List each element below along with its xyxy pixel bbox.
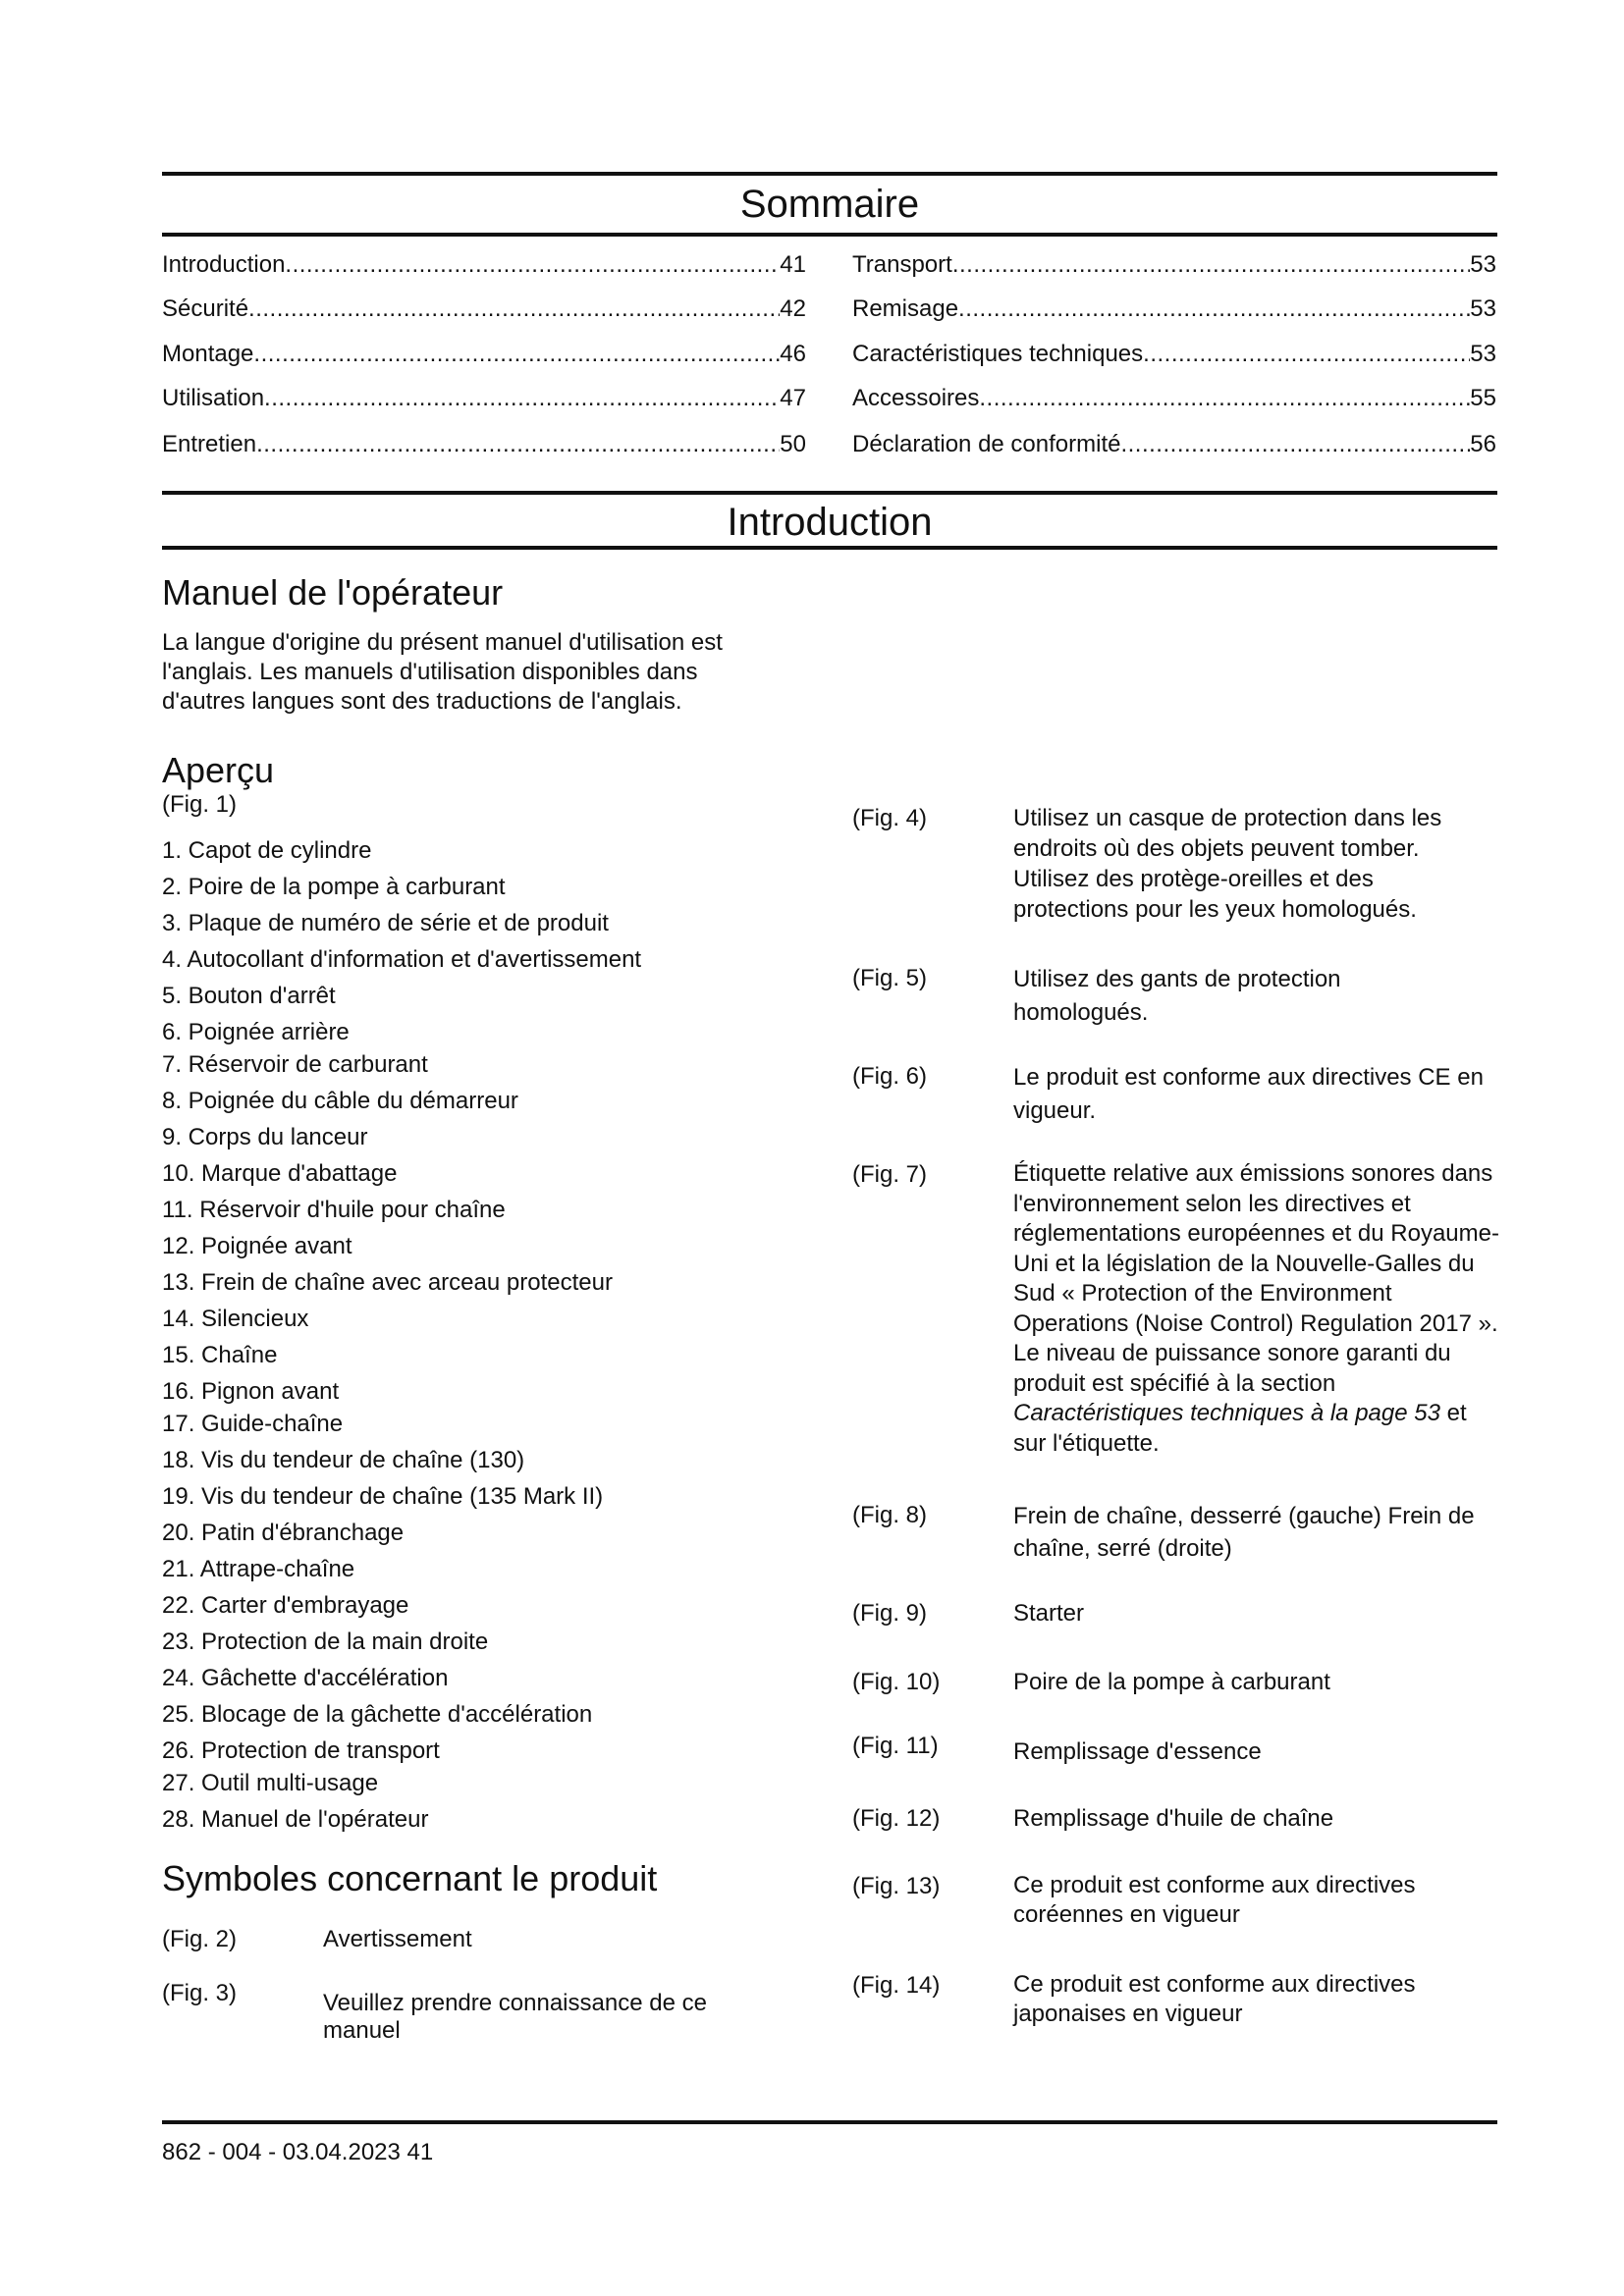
intro-title: Introduction — [727, 501, 933, 544]
fig-ref: (Fig. 3) — [162, 1980, 238, 2006]
fig-ref: (Fig. 13) — [852, 1873, 941, 1899]
list-item: 13. Frein de chaîne avec arceau protecteur — [162, 1269, 613, 1296]
fig-ref: (Fig. 5) — [852, 965, 928, 991]
list-item: 5. Bouton d'arrêt — [162, 983, 336, 1009]
toc-entry-remisage[interactable]: Remisage ..... 53 — [852, 294, 1496, 324]
toc-entry-utilisation[interactable]: Utilisation ..... 47 — [162, 384, 806, 413]
symbol-description: Utilisez un casque de protection dans les endroits où des objets peuvent tomber. Utilisez des protège-oreilles et des protections pour les yeux homologués. — [1013, 805, 1442, 923]
fig-ref: (Fig. 8) — [852, 1502, 928, 1528]
toc-entry-declaration[interactable]: Déclaration de conformité ..... 56 — [852, 430, 1496, 459]
overview-heading: Aperçu — [162, 750, 275, 790]
list-item: 28. Manuel de l'opérateur — [162, 1806, 429, 1833]
list-item: 21. Attrape-chaîne — [162, 1556, 355, 1582]
page-footer — [162, 2138, 433, 2167]
symbol-description: Ce produit est conforme aux directives japonaises en vigueur — [1013, 1971, 1416, 2027]
list-item: 2. Poire de la pompe à carburant — [162, 874, 506, 900]
symbol-description: Ce produit est conforme aux directives coréennes en vigueur — [1013, 1872, 1416, 1928]
symbol-description: Remplissage d'essence — [1013, 1738, 1262, 1765]
list-item: 23. Protection de la main droite — [162, 1629, 489, 1655]
list-item: 4. Autocollant d'information et d'avertissement — [162, 946, 642, 973]
symbol-description: Frein de chaîne, desserré (gauche) Frein de chaîne, serré (droite) — [1013, 1503, 1475, 1562]
list-item: 20. Patin d'ébranchage — [162, 1520, 405, 1546]
footer-rule — [162, 2120, 1497, 2124]
list-item: 9. Corps du lanceur — [162, 1124, 368, 1150]
toc-top-rule — [162, 172, 1497, 176]
toc-title: Sommaire — [739, 183, 920, 226]
fig-ref: (Fig. 10) — [852, 1669, 941, 1695]
symbol-description: Étiquette relative aux émissions sonores dans l'environnement selon les directives et réglementations européennes et du Royaume-Uni et la législation de la Nouvelle-Galles du Sud « Protection of the Environment Operations (Noise Control) Regulation 2017 ». Le niveau de puissance sonore garanti du produit est spécifié à la section Caractéristiques techniques à la page 53 et sur l'étiquette. — [1013, 1160, 1499, 1457]
list-item: 14. Silencieux — [162, 1306, 309, 1332]
toc-entry-transport[interactable]: Transport ..... 53 — [852, 250, 1496, 280]
symbol-description: Avertissement — [323, 1926, 472, 1952]
fig-ref: (Fig. 11) — [852, 1733, 939, 1759]
symbol-description: Starter — [1013, 1600, 1085, 1627]
toc-entry-caracteristiques[interactable]: Caractéristiques techniques ..... 53 — [852, 340, 1496, 369]
document-reference: 862 - 004 - 03.04.2023 — [162, 2139, 401, 2165]
page-number: 41 — [406, 2139, 434, 2165]
toc-bottom-rule — [162, 233, 1497, 237]
manual-heading: Manuel de l'opérateur — [162, 572, 504, 613]
fig-ref: (Fig. 12) — [852, 1805, 941, 1832]
symbol-description: Poire de la pompe à carburant — [1013, 1669, 1330, 1695]
intro-bottom-rule — [162, 546, 1497, 550]
list-item: 12. Poignée avant — [162, 1233, 352, 1259]
list-item: 8. Poignée du câble du démarreur — [162, 1088, 518, 1114]
intro-top-rule — [162, 491, 1497, 495]
fig-ref: (Fig. 6) — [852, 1063, 928, 1090]
symbol-description: Veuillez prendre connaissance de ce manuel — [323, 1990, 707, 2044]
symbol-description: Le produit est conforme aux directives CE en vigueur. — [1013, 1064, 1484, 1124]
fig-ref: (Fig. 14) — [852, 1972, 941, 1999]
symbol-description: Remplissage d'huile de chaîne — [1013, 1805, 1334, 1832]
list-item: 24. Gâchette d'accélération — [162, 1665, 449, 1691]
list-item: 10. Marque d'abattage — [162, 1160, 398, 1187]
list-item: 19. Vis du tendeur de chaîne (135 Mark II) — [162, 1483, 604, 1510]
toc-entry-entretien[interactable]: Entretien ..... 50 — [162, 430, 806, 459]
list-item: 16. Pignon avant — [162, 1378, 340, 1405]
cross-reference-link[interactable]: Caractéristiques techniques à la page 53 — [1013, 1400, 1440, 1426]
fig-ref: (Fig. 9) — [852, 1600, 928, 1627]
toc-entry-accessoires[interactable]: Accessoires ..... 55 — [852, 384, 1496, 413]
toc-entry-montage[interactable]: Montage ..... 46 — [162, 340, 806, 369]
list-item: 25. Blocage de la gâchette d'accélération — [162, 1701, 593, 1728]
list-item: 1. Capot de cylindre — [162, 837, 372, 864]
fig-ref: (Fig. 2) — [162, 1926, 238, 1952]
list-item: 26. Protection de transport — [162, 1737, 440, 1764]
list-item: 15. Chaîne — [162, 1342, 278, 1368]
manual-paragraph: La langue d'origine du présent manuel d'utilisation est l'anglais. Les manuels d'utilisation disponibles dans d'autres langues sont des traductions de l'anglais. — [162, 629, 723, 715]
overview-fig-ref: (Fig. 1) — [162, 791, 238, 818]
list-item: 18. Vis du tendeur de chaîne (130) — [162, 1447, 525, 1473]
list-item: 22. Carter d'embrayage — [162, 1592, 409, 1619]
list-item: 6. Poignée arrière — [162, 1019, 350, 1045]
list-item: 3. Plaque de numéro de série et de produit — [162, 910, 609, 936]
toc-entry-introduction[interactable]: Introduction ..... 41 — [162, 250, 806, 280]
list-item: 27. Outil multi-usage — [162, 1770, 379, 1796]
toc-entry-securite[interactable]: Sécurité ..... 42 — [162, 294, 806, 324]
list-item: 11. Réservoir d'huile pour chaîne — [162, 1197, 506, 1223]
fig-ref: (Fig. 7) — [852, 1161, 928, 1188]
symbols-heading: Symboles concernant le produit — [162, 1858, 658, 1898]
fig-ref: (Fig. 4) — [852, 805, 928, 831]
symbol-description: Utilisez des gants de protection homologués. — [1013, 966, 1341, 1026]
list-item: 17. Guide-chaîne — [162, 1411, 344, 1437]
list-item: 7. Réservoir de carburant — [162, 1051, 428, 1078]
